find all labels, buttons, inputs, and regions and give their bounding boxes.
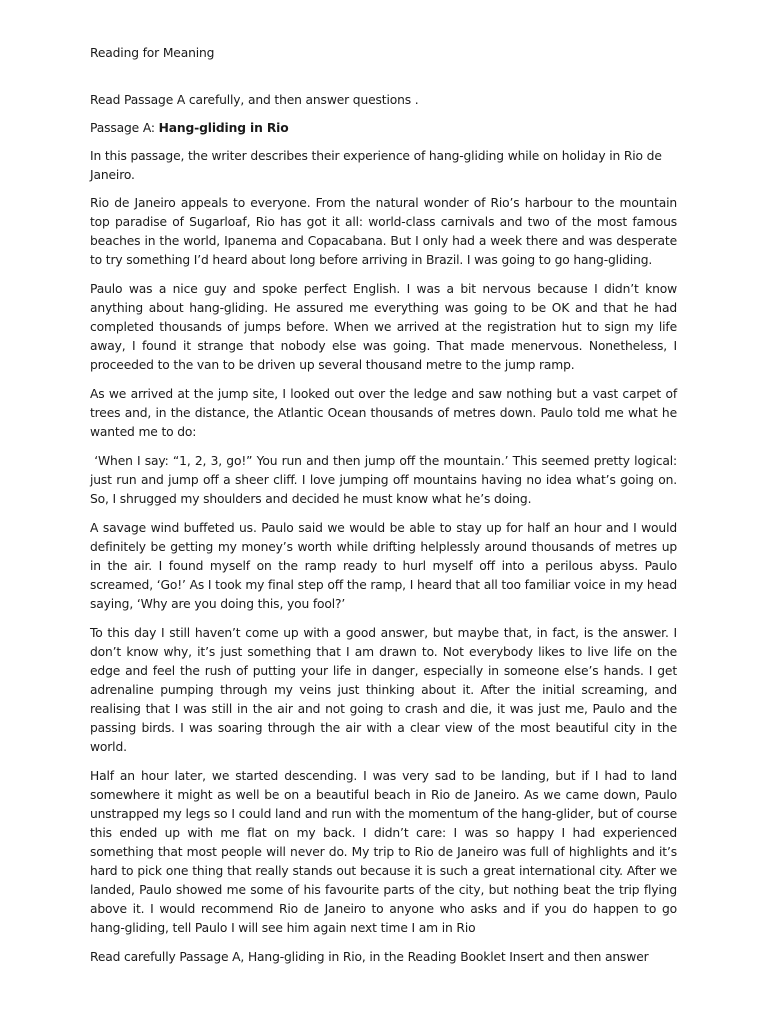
paragraph-4: ‘When I say: “1, 2, 3, go!” You run and then jump off the mountain.’ This seemed pretty logical: just run and jump off a sheer cliff. I love jumping off mountains having no idea what’s going on. So, I shrugged my shoulders and decided he must know what he’s doing. [90, 454, 681, 506]
paragraph-1: Rio de Janeiro appeals to everyone. From the natural wonder of Rio’s harbour to the mountain top paradise of Sugarloaf, Rio has got it all: world-class carnivals and two of the most famous beaches in the world, Ipanema and Copacabana. But I only had a week there and was desperate to try something I’d heard about long before arriving in Brazil. I was going to go hang-gliding. [90, 196, 677, 267]
passage-label [90, 119, 677, 138]
paragraph-7: Half an hour later, we started descending. I was very sad to be landing, but if I had to land somewhere it might as well be on a beautiful beach in Rio de Janeiro. As we came down, Paulo unstrapped my legs so I could land and run with the momentum of the hang-glider, but of course this ended up with me flat on my back. I didn’t care: I was so happy I had experienced something that most people will never do. My trip to Rio de Janeiro was full of highlights and it’s hard to pick one thing that really stands out because it is such a great international city. After we landed, Paulo showed me some of his favourite parts of the city, but nothing beat the trip flying above it. I would recommend Rio de Janeiro to anyone who asks and if you do happen to go hang-gliding, tell Paulo I will see him again next time I am in Rio [90, 769, 677, 935]
document-page [90, 44, 681, 977]
passage-label-prefix: Passage A: [90, 121, 159, 135]
closing-instruction: Read carefully Passage A, Hang-gliding in Rio, in the Reading Booklet Insert and then answer [90, 950, 649, 964]
passage-intro: In this passage, the writer describes their experience of hang-gliding while on holiday in Rio de Janeiro. [90, 149, 662, 182]
paragraph-5: A savage wind buffeted us. Paulo said we would be able to stay up for half an hour and I would definitely be getting my money’s worth while drifting helplessly around thousands of metres up in the air. I found myself on the ramp ready to hurl myself off into a perilous abyss. Paulo screamed, ‘Go!’ As I took my final step off the ramp, I heard that all too familiar voice in my head saying, ‘Why are you doing this, you fool?’ [90, 521, 677, 611]
passage-title: Hang-gliding in Rio [158, 121, 289, 135]
paragraph-6: To this day I still haven’t come up with a good answer, but maybe that, in fact, is the answer. I don’t know why, it’s just something that I am drawn to. Not everybody likes to live life on the edge and feel the rush of putting your life in danger, especially in someone else’s hands. I get adrenaline pumping through my veins just thinking about it. After the initial screaming, and realising that I was still in the air and not going to crash and die, it was just me, Paulo and the passing birds. I was soaring through the air with a clear view of the most beautiful city in the world. [90, 626, 677, 754]
paragraph-3: As we arrived at the jump site, I looked out over the ledge and saw nothing but a vast carpet of trees and, in the distance, the Atlantic Ocean thousands of metres down. Paulo told me what he wanted me to do: [90, 387, 677, 439]
document-heading: Reading for Meaning [90, 46, 215, 60]
paragraph-2: Paulo was a nice guy and spoke perfect English. I was a bit nervous because I didn’t know anything about hang-gliding. He assured me everything was going to be OK and that he had completed thousands of jumps before. When we arrived at the registration hut to sign my life away, I found it strange that nobody else was going. That made menervous. Nonetheless, I proceeded to the van to be driven up several thousand metre to the jump ramp. [90, 282, 677, 372]
instruction-text: Read Passage A carefully, and then answer questions . [90, 93, 419, 107]
